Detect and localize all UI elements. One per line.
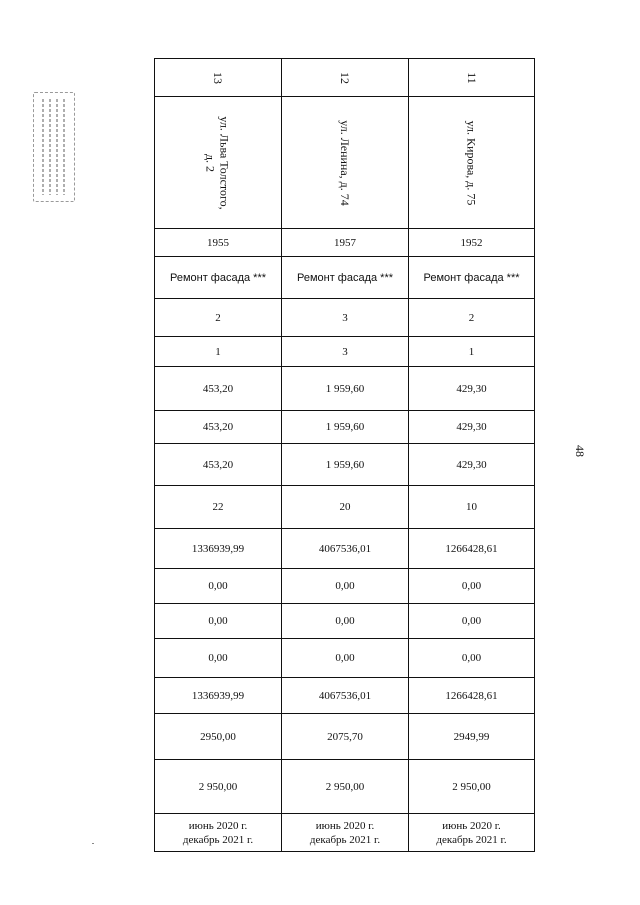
cell-work-type: Ремонт фасада *** — [282, 257, 409, 299]
cell-work-type: Ремонт фасада *** — [409, 257, 535, 299]
cell-count: 20 — [282, 486, 409, 529]
period-end: декабрь 2021 г. — [182, 833, 254, 846]
period-end: декабрь 2021 г. — [309, 833, 381, 846]
scan-speck — [92, 843, 94, 844]
row-zero-3 — [155, 639, 535, 678]
row-period — [155, 814, 535, 852]
row-address — [155, 97, 535, 229]
address-line: ул. Кирова, д. 75 — [464, 120, 479, 205]
cell-value: 3 — [282, 337, 409, 367]
cell-value: 3 — [282, 299, 409, 337]
cell-total: 1336939,99 — [155, 678, 282, 714]
cell-zero: 0,00 — [409, 639, 535, 678]
cell-max-cost: 2 950,00 — [409, 760, 535, 814]
cell-number: 13 — [155, 59, 282, 97]
row-total — [155, 529, 535, 569]
cell-value: 2 — [155, 299, 282, 337]
cell-work-type: Ремонт фасада *** — [155, 257, 282, 299]
cell-year: 1952 — [409, 229, 535, 257]
cell-area: 1 959,60 — [282, 411, 409, 444]
cell-value: 2 — [409, 299, 535, 337]
cell-total: 1266428,61 — [409, 529, 535, 569]
cell-max-cost: 2 950,00 — [282, 760, 409, 814]
cell-max-cost: 2 950,00 — [155, 760, 282, 814]
row-unit-cost — [155, 714, 535, 760]
row-max-cost — [155, 760, 535, 814]
cell-zero: 0,00 — [282, 604, 409, 639]
cell-area: 429,30 — [409, 367, 535, 411]
cell-unit-cost: 2950,00 — [155, 714, 282, 760]
row-zero-2 — [155, 604, 535, 639]
cell-area: 453,20 — [155, 367, 282, 411]
row-value-2 — [155, 337, 535, 367]
cell-zero: 0,00 — [282, 639, 409, 678]
cell-number: 11 — [409, 59, 535, 97]
cell-zero: 0,00 — [409, 569, 535, 604]
period-start: июнь 2020 г. — [315, 819, 375, 832]
cell-area: 1 959,60 — [282, 444, 409, 486]
cell-area: 429,30 — [409, 411, 535, 444]
cell-unit-cost: 2075,70 — [282, 714, 409, 760]
cell-count: 22 — [155, 486, 282, 529]
cell-period — [282, 814, 409, 852]
row-work-type — [155, 257, 535, 299]
cell-total: 1266428,61 — [409, 678, 535, 714]
period-end: декабрь 2021 г. — [436, 833, 507, 846]
cell-zero: 0,00 — [155, 569, 282, 604]
address-line: д. 2 — [203, 153, 218, 172]
cell-number: 12 — [282, 59, 409, 97]
period-start: июнь 2020 г. — [442, 819, 501, 832]
address-line: ул. Льва Толстого, — [217, 115, 232, 210]
row-zero-1 — [155, 569, 535, 604]
row-area-1 — [155, 367, 535, 411]
cell-value: 1 — [155, 337, 282, 367]
cell-total: 4067536,01 — [282, 678, 409, 714]
cell-address — [409, 97, 535, 229]
cell-area: 453,20 — [155, 411, 282, 444]
row-count — [155, 486, 535, 529]
cell-zero: 0,00 — [155, 639, 282, 678]
cell-year: 1957 — [282, 229, 409, 257]
cell-unit-cost: 2949,99 — [409, 714, 535, 760]
cell-area: 1 959,60 — [282, 367, 409, 411]
cell-total: 1336939,99 — [155, 529, 282, 569]
stamp-mark — [33, 92, 75, 202]
period-start: июнь 2020 г. — [188, 819, 248, 832]
cell-value: 1 — [409, 337, 535, 367]
cell-zero: 0,00 — [155, 604, 282, 639]
row-area-2 — [155, 411, 535, 444]
cell-area: 429,30 — [409, 444, 535, 486]
row-value-1 — [155, 299, 535, 337]
cell-address — [282, 97, 409, 229]
cell-count: 10 — [409, 486, 535, 529]
page-number: 48 — [573, 445, 587, 457]
row-total-2 — [155, 678, 535, 714]
cell-zero: 0,00 — [282, 569, 409, 604]
row-area-3 — [155, 444, 535, 486]
housing-repair-table — [154, 58, 535, 852]
row-number — [155, 59, 535, 97]
cell-period — [155, 814, 282, 852]
cell-total: 4067536,01 — [282, 529, 409, 569]
row-year — [155, 229, 535, 257]
cell-year: 1955 — [155, 229, 282, 257]
cell-address — [155, 97, 282, 229]
cell-period — [409, 814, 535, 852]
cell-area: 453,20 — [155, 444, 282, 486]
address-line: ул. Ленина, д. 74 — [337, 119, 352, 206]
cell-zero: 0,00 — [409, 604, 535, 639]
